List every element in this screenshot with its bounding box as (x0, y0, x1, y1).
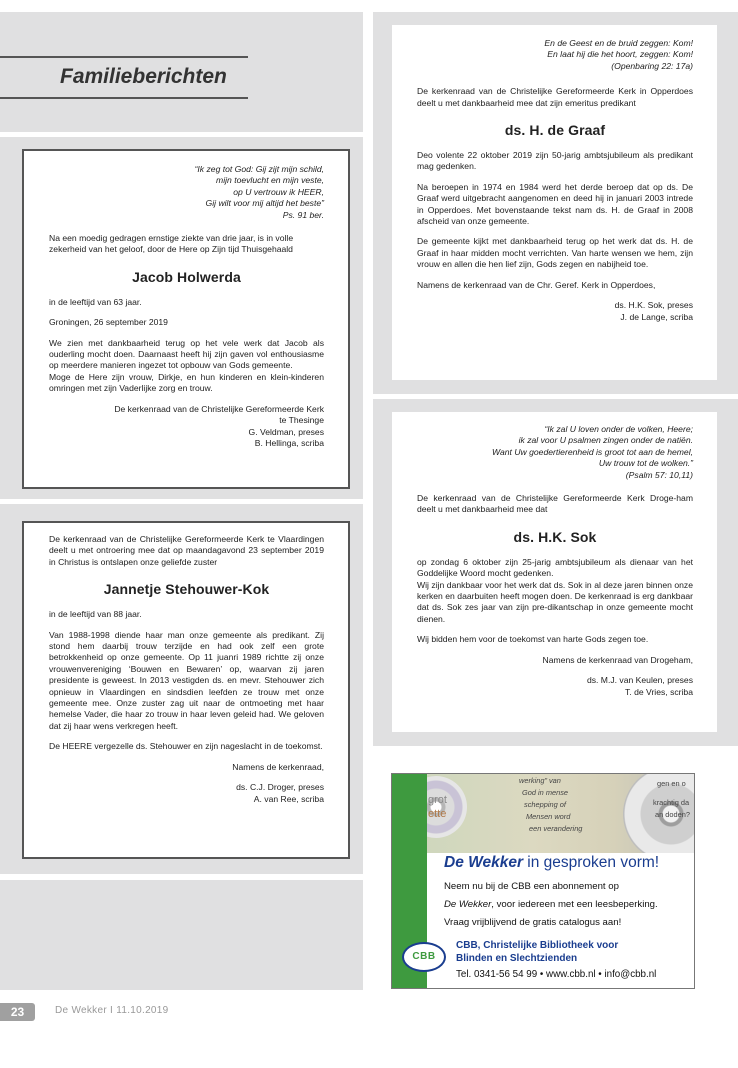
stehouwer-signature: ds. C.J. Droger, preses (236, 782, 324, 793)
ad-photo-text: krachtig da (653, 798, 690, 807)
holwerda-quote-line: “Ik zeg tot God: Gij zijt mijn schild, (194, 164, 324, 174)
sok-signature: ds. M.J. van Keulen, preses (586, 675, 693, 686)
holwerda-text: We zien met dankbaarheid terug op het vele werk dat Jacob als ouderling mocht doen. Daarnaast heeft hij zijn gaven vol enthousiasme op meerdere manieren ingezet tot opbouw van Gods gemeente. (49, 337, 324, 371)
ad-photo-text: schepping of (524, 800, 566, 809)
degraaf-paragraph: De gemeente kijkt met dankbaarheid terug op het werk dat ds. H. de Graaf in haar midden mocht verrichten. Van harte wensen we hem, zijn vrouw en allen die hen lief zijn, Gods zegen en nabijheid toe. (417, 236, 693, 270)
ad-title-rest: in gesproken vorm! (522, 854, 660, 871)
stehouwer-intro: De kerkenraad van de Christelijke Gereformeerde Kerk te Vlaardingen deelt u met ontroering mee dat op maandagavond 23 september 2019 in Christus is ontslapen onze geliefde zuster (49, 534, 324, 567)
sok-text: Wij zijn dankbaar voor het werk dat ds. Sok in al deze jaren binnen onze kerken en daarbuiten heeft mogen doen. De kerkenraad is erg dankbaar dat ds. Sok zes jaar van zijn pre-dikantschap in onze gemeente mocht dienen. (417, 579, 693, 624)
cbb-logo-text: CBB (412, 951, 436, 962)
holwerda-intro: Na een moedig gedragen ernstige ziekte van drie jaar, is in volle zekerheid van het geloof, door de Here op Zijn tijd Thuisgehaald (49, 233, 294, 255)
holwerda-signature: B. Hellinga, scriba (254, 437, 324, 448)
ad-line-2-brand: De Wekker (444, 899, 492, 910)
holwerda-quote-ref: Ps. 91 ber. (282, 209, 324, 220)
holwerda-place-date: Groningen, 26 september 2019 (49, 317, 168, 328)
holwerda-signature: G. Veldman, preses (248, 426, 324, 437)
sok-intro: De kerkenraad van de Christelijke Gereformeerde Kerk Droge-ham deelt u met dankbaarheid mee dat (417, 493, 693, 515)
cd-disc-icon (427, 776, 467, 838)
degraaf-quote-ref: (Openbaring 22: 17a) (611, 60, 693, 71)
degraaf-signature: ds. H.K. Sok, preses (614, 300, 693, 311)
ad-line-3: Vraag vrijblijvend de gratis catalogus aan! (444, 917, 622, 928)
panel-bg-left-3 (0, 880, 363, 990)
holwerda-text: Moge de Here zijn vrouw, Dirkje, en hun kinderen en klein-kinderen omringen met zijn Vaderlijke zorg en trouw. (49, 371, 324, 394)
degraaf-quote-line: En laat hij die het hoort, zeggen: Kom! (547, 49, 693, 60)
sok-quote-line: Want Uw goedertierenheid is groot tot aan de hemel, (492, 446, 693, 457)
stehouwer-text: Van 1988-1998 diende haar man onze gemeente als predikant. Zij stond hem daarbij trouw terzijde en had ook zelf een grote betrokkenheid op onze gemeente. Op 11 juanri 1989 richtte zij onze vrouwenvereniging ‘Bouwen en Bewaren’ op, waarvan zij jaren presidente is geweest. In 2013 vestigden ds. en mevr. Stehouwer zich opnieuw in Vlaardingen en sindsdien leefden ze trouw met onze gemeente mee. Onze zuster zag uit naar de ontmoeting met haar hemelse Vader, die haar zo trouw in haar leven geleid had. We geloven dat zij haar wens verkregen heeft. (49, 629, 324, 731)
ad-org-line: Blinden en Slechtzienden (456, 953, 578, 964)
footer-publication: De Wekker I 11.10.2019 (55, 1005, 169, 1016)
stehouwer-signature: Namens de kerkenraad, (232, 761, 324, 772)
degraaf-intro: De kerkenraad van de Christelijke Gereformeerde Kerk in Opperdoes deelt u met dankbaarheid mee dat zijn emeritus predikant (417, 86, 693, 108)
holwerda-age: in de leeftijd van 63 jaar. (49, 296, 142, 307)
header-rule-bottom (0, 97, 248, 99)
ad-photo-text: God in mense (522, 788, 569, 797)
ad-org-line: CBB, Christelijke Bibliotheek voor (456, 940, 619, 951)
holwerda-signature: De kerkenraad van de Christelijke Gereformeerde Kerk (114, 403, 324, 414)
sok-quote-line: Uw trouw tot de wolken.” (598, 458, 693, 469)
degraaf-name: ds. H. de Graaf (504, 122, 606, 139)
holwerda-name: Jacob Holwerda (132, 268, 241, 285)
stehouwer-name: Jannetje Stehouwer-Kok (103, 581, 270, 598)
sok-quote-ref: (Psalm 57: 10,11) (625, 469, 693, 480)
ad-photo-text: an doden? (655, 810, 690, 819)
sok-text: Wij bidden hem voor de toekomst van harte Gods zegen toe. (417, 634, 649, 645)
ad-photo-text: gen en o (657, 779, 686, 788)
ad-photo-text: werking” van (519, 776, 561, 785)
stehouwer-signature: A. van Ree, scriba (253, 793, 324, 804)
holwerda-quote-line: Gij wilt voor mij altijd het beste” (205, 198, 324, 209)
holwerda-signature: te Thesinge (279, 415, 324, 426)
cbb-advertisement (391, 773, 695, 989)
holwerda-quote-line: op U vertrouw ik HEER, (233, 186, 324, 197)
sok-signature: T. de Vries, scriba (625, 686, 693, 697)
ad-line-1: Neem nu bij de CBB een abonnement op (444, 881, 619, 892)
page-title: Familieberichten (60, 65, 227, 88)
ad-photo-text: een verandering (529, 824, 583, 833)
ad-contact: Tel. 0341-56 54 99 • www.cbb.nl • info@cbb.nl (456, 969, 657, 980)
degraaf-paragraph: Na beroepen in 1974 en 1984 werd het derde beroep dat op ds. De Graaf werd uitgebracht aangenomen en deed hij in januari 2003 intrede in Opperdoes. Met bovenstaande tekst nam ds. H. de Graaf in 2008 afscheid van onze gemeente. (417, 181, 693, 227)
ad-line-2-rest: , voor iedereen met een leesbeperking. (491, 899, 658, 910)
sok-text: op zondag 6 oktober zijn 25-jarig ambtsjubileum als dienaar van het Goddelijke Woord mocht gedenken. (417, 556, 693, 579)
announcement-holwerda (22, 149, 350, 489)
ad-title (444, 854, 659, 872)
holwerda-quote-line: mijn toevlucht en mijn veste, (216, 175, 324, 186)
ad-line-2 (444, 899, 658, 910)
stehouwer-blessing: De HEERE vergezelle ds. Stehouwer en zijn nageslacht in de toekomst. (49, 741, 323, 752)
ad-title-brand: De Wekker (444, 854, 523, 871)
degraaf-quote-line: En de Geest en de bruid zeggen: Kom! (544, 38, 693, 48)
ad-photo (427, 774, 694, 853)
announcement-degraaf (392, 25, 717, 380)
degraaf-signature: J. de Lange, scriba (620, 311, 693, 322)
announcement-sok (392, 412, 717, 732)
header-rule-top (0, 56, 248, 58)
sok-closing: Namens de kerkenraad van Drogeham, (542, 654, 693, 665)
stehouwer-age: in de leeftijd van 88 jaar. (49, 609, 142, 620)
ad-photo-text: Mensen word (526, 812, 571, 821)
degraaf-paragraph: Namens de kerkenraad van de Chr. Geref. Kerk in Opperdoes, (417, 279, 656, 290)
page-number: 23 (0, 1003, 35, 1021)
cbb-logo-icon (402, 942, 446, 972)
announcement-stehouwer (22, 521, 350, 859)
degraaf-paragraph: Deo volente 22 oktober 2019 zijn 50-jarig ambtsjubileum als predikant mag gedenken. (417, 150, 693, 172)
sok-quote-line: “Ik zal U loven onder de volken, Heere; (544, 424, 693, 434)
sok-quote-line: ik zal voor U psalmen zingen onder de natiën. (518, 435, 693, 446)
sok-name: ds. H.K. Sok (513, 528, 597, 545)
ad-photo-text: ette (428, 808, 447, 820)
ad-photo-text: grot (428, 794, 447, 806)
